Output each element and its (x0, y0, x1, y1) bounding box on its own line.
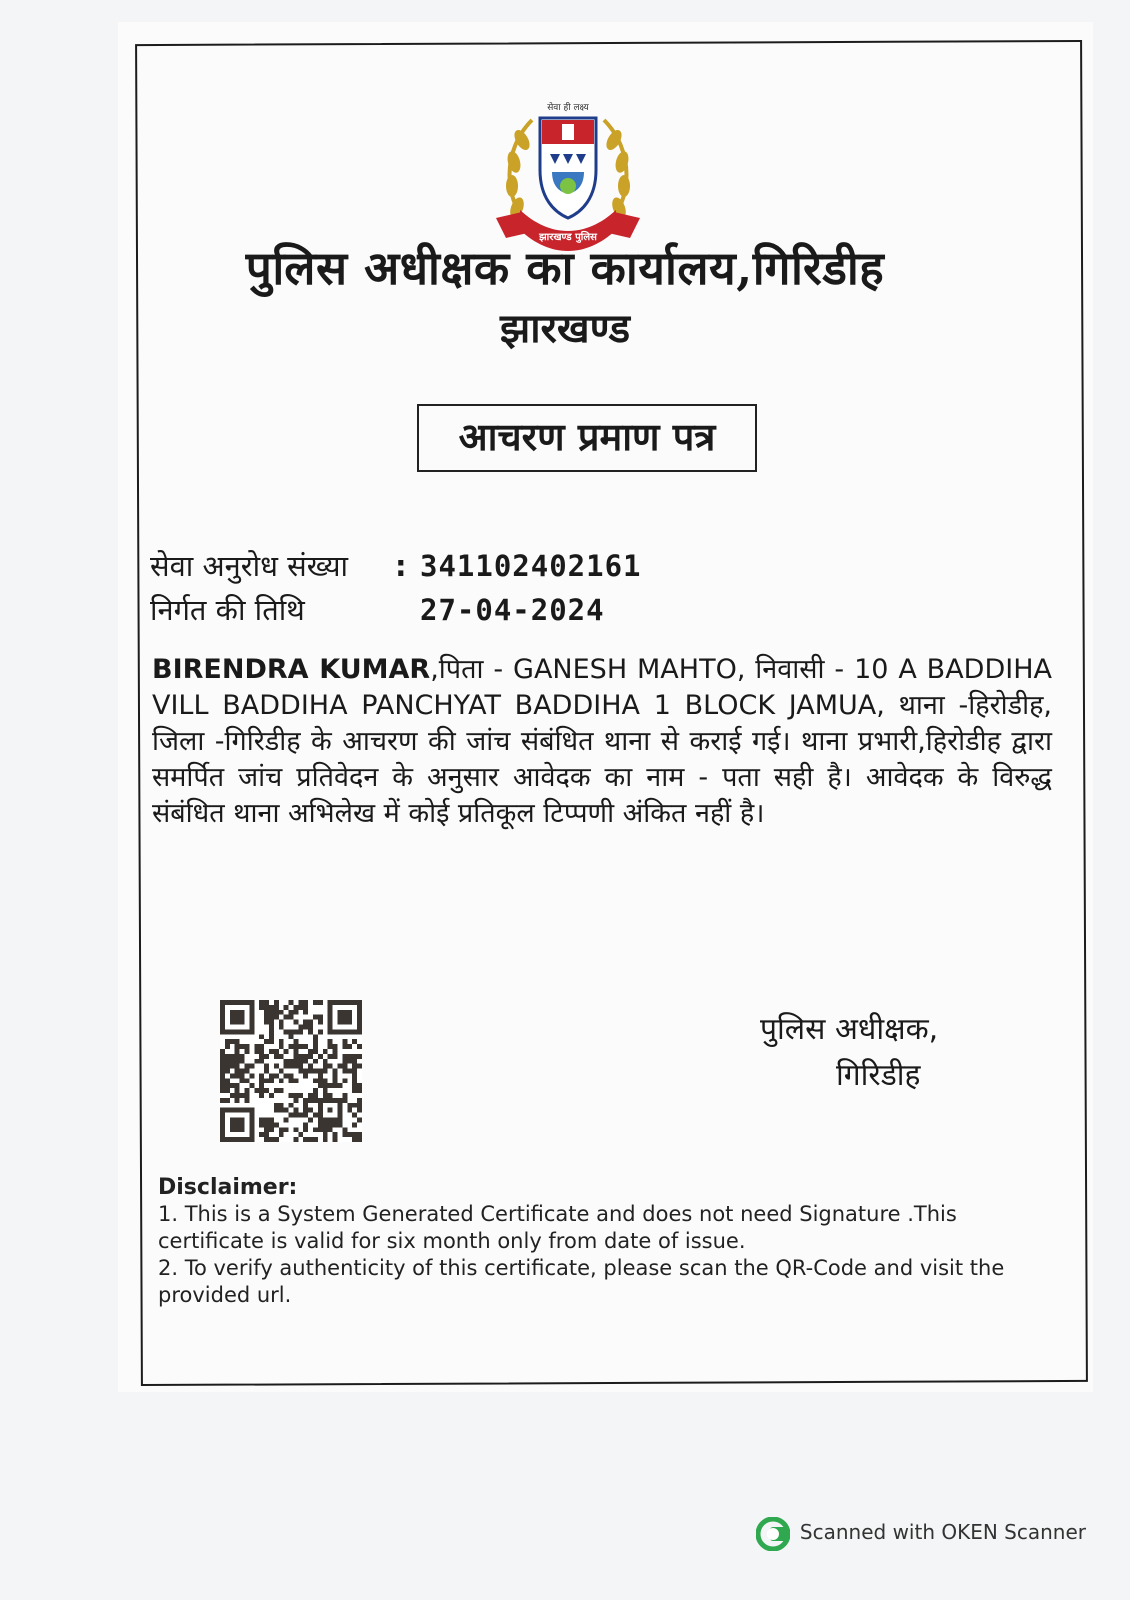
scanner-watermark (756, 1514, 1086, 1551)
signatory-place: गिरिडीह (836, 1058, 921, 1093)
signatory-designation: पुलिस अधीक्षक, (760, 1012, 939, 1047)
disclaimer-item: 1. This is a System Generated Certificate and does not need Signature .This certificate is valid for six month only from date of issue. (158, 1202, 957, 1253)
issue-date-value: 27-04-2024 (420, 593, 605, 627)
oken-scanner-logo-icon (756, 1517, 790, 1551)
emblem-ribbon-text: झारखण्ड पुलिस (539, 232, 597, 243)
service-request-colon: : (395, 549, 407, 583)
certificate-body (152, 652, 1052, 832)
disclaimer-title: Disclaimer: (158, 1175, 298, 1200)
issue-date-row (150, 592, 605, 628)
office-title: पुलिस अधीक्षक का कार्यालय,गिरिडीह (245, 241, 885, 295)
scanner-text: Scanned with OKEN Scanner (799, 1520, 1086, 1544)
certificate-title: आचरण प्रमाण पत्र (417, 404, 757, 472)
disclaimer-item: 2. To verify authenticity of this certificate, please scan the QR-Code and visit the provided url. (158, 1256, 1005, 1307)
disclaimer-block (158, 1174, 1028, 1309)
service-request-row (150, 548, 642, 584)
issue-date-label: निर्गत की तिथि (150, 593, 305, 627)
emblem-motto: सेवा ही लक्ष्य (547, 103, 589, 113)
service-request-number: 341102402161 (420, 549, 642, 583)
service-request-label: सेवा अनुरोध संख्या (150, 549, 349, 583)
office-state: झारखण्ड (499, 305, 631, 352)
certificate-body-text: ,पिता - GANESH MAHTO, निवासी - 10 A BADDIHA VILL BADDIHA PANCHYAT BADDIHA 1 BLOCK JAMUA, थाना -हिरोडीह, जिला -गिरिडीह के आचरण की जांच संबंधित थाना से कराई गई। थाना प्रभारी,हिरोडीह द्वारा समर्पित जांच प्रतिवेदन के अनुसार आवेदक का नाम - पता सही है। आवेदक के विरुद्ध संबंधित थाना अभिलेख में कोई प्रतिकूल टिप्पणी अंकित नहीं है। (152, 654, 1052, 829)
verification-qr-code[interactable] (220, 1000, 362, 1142)
police-emblem-logo (492, 100, 644, 258)
applicant-name: BIRENDRA KUMAR (152, 654, 431, 685)
